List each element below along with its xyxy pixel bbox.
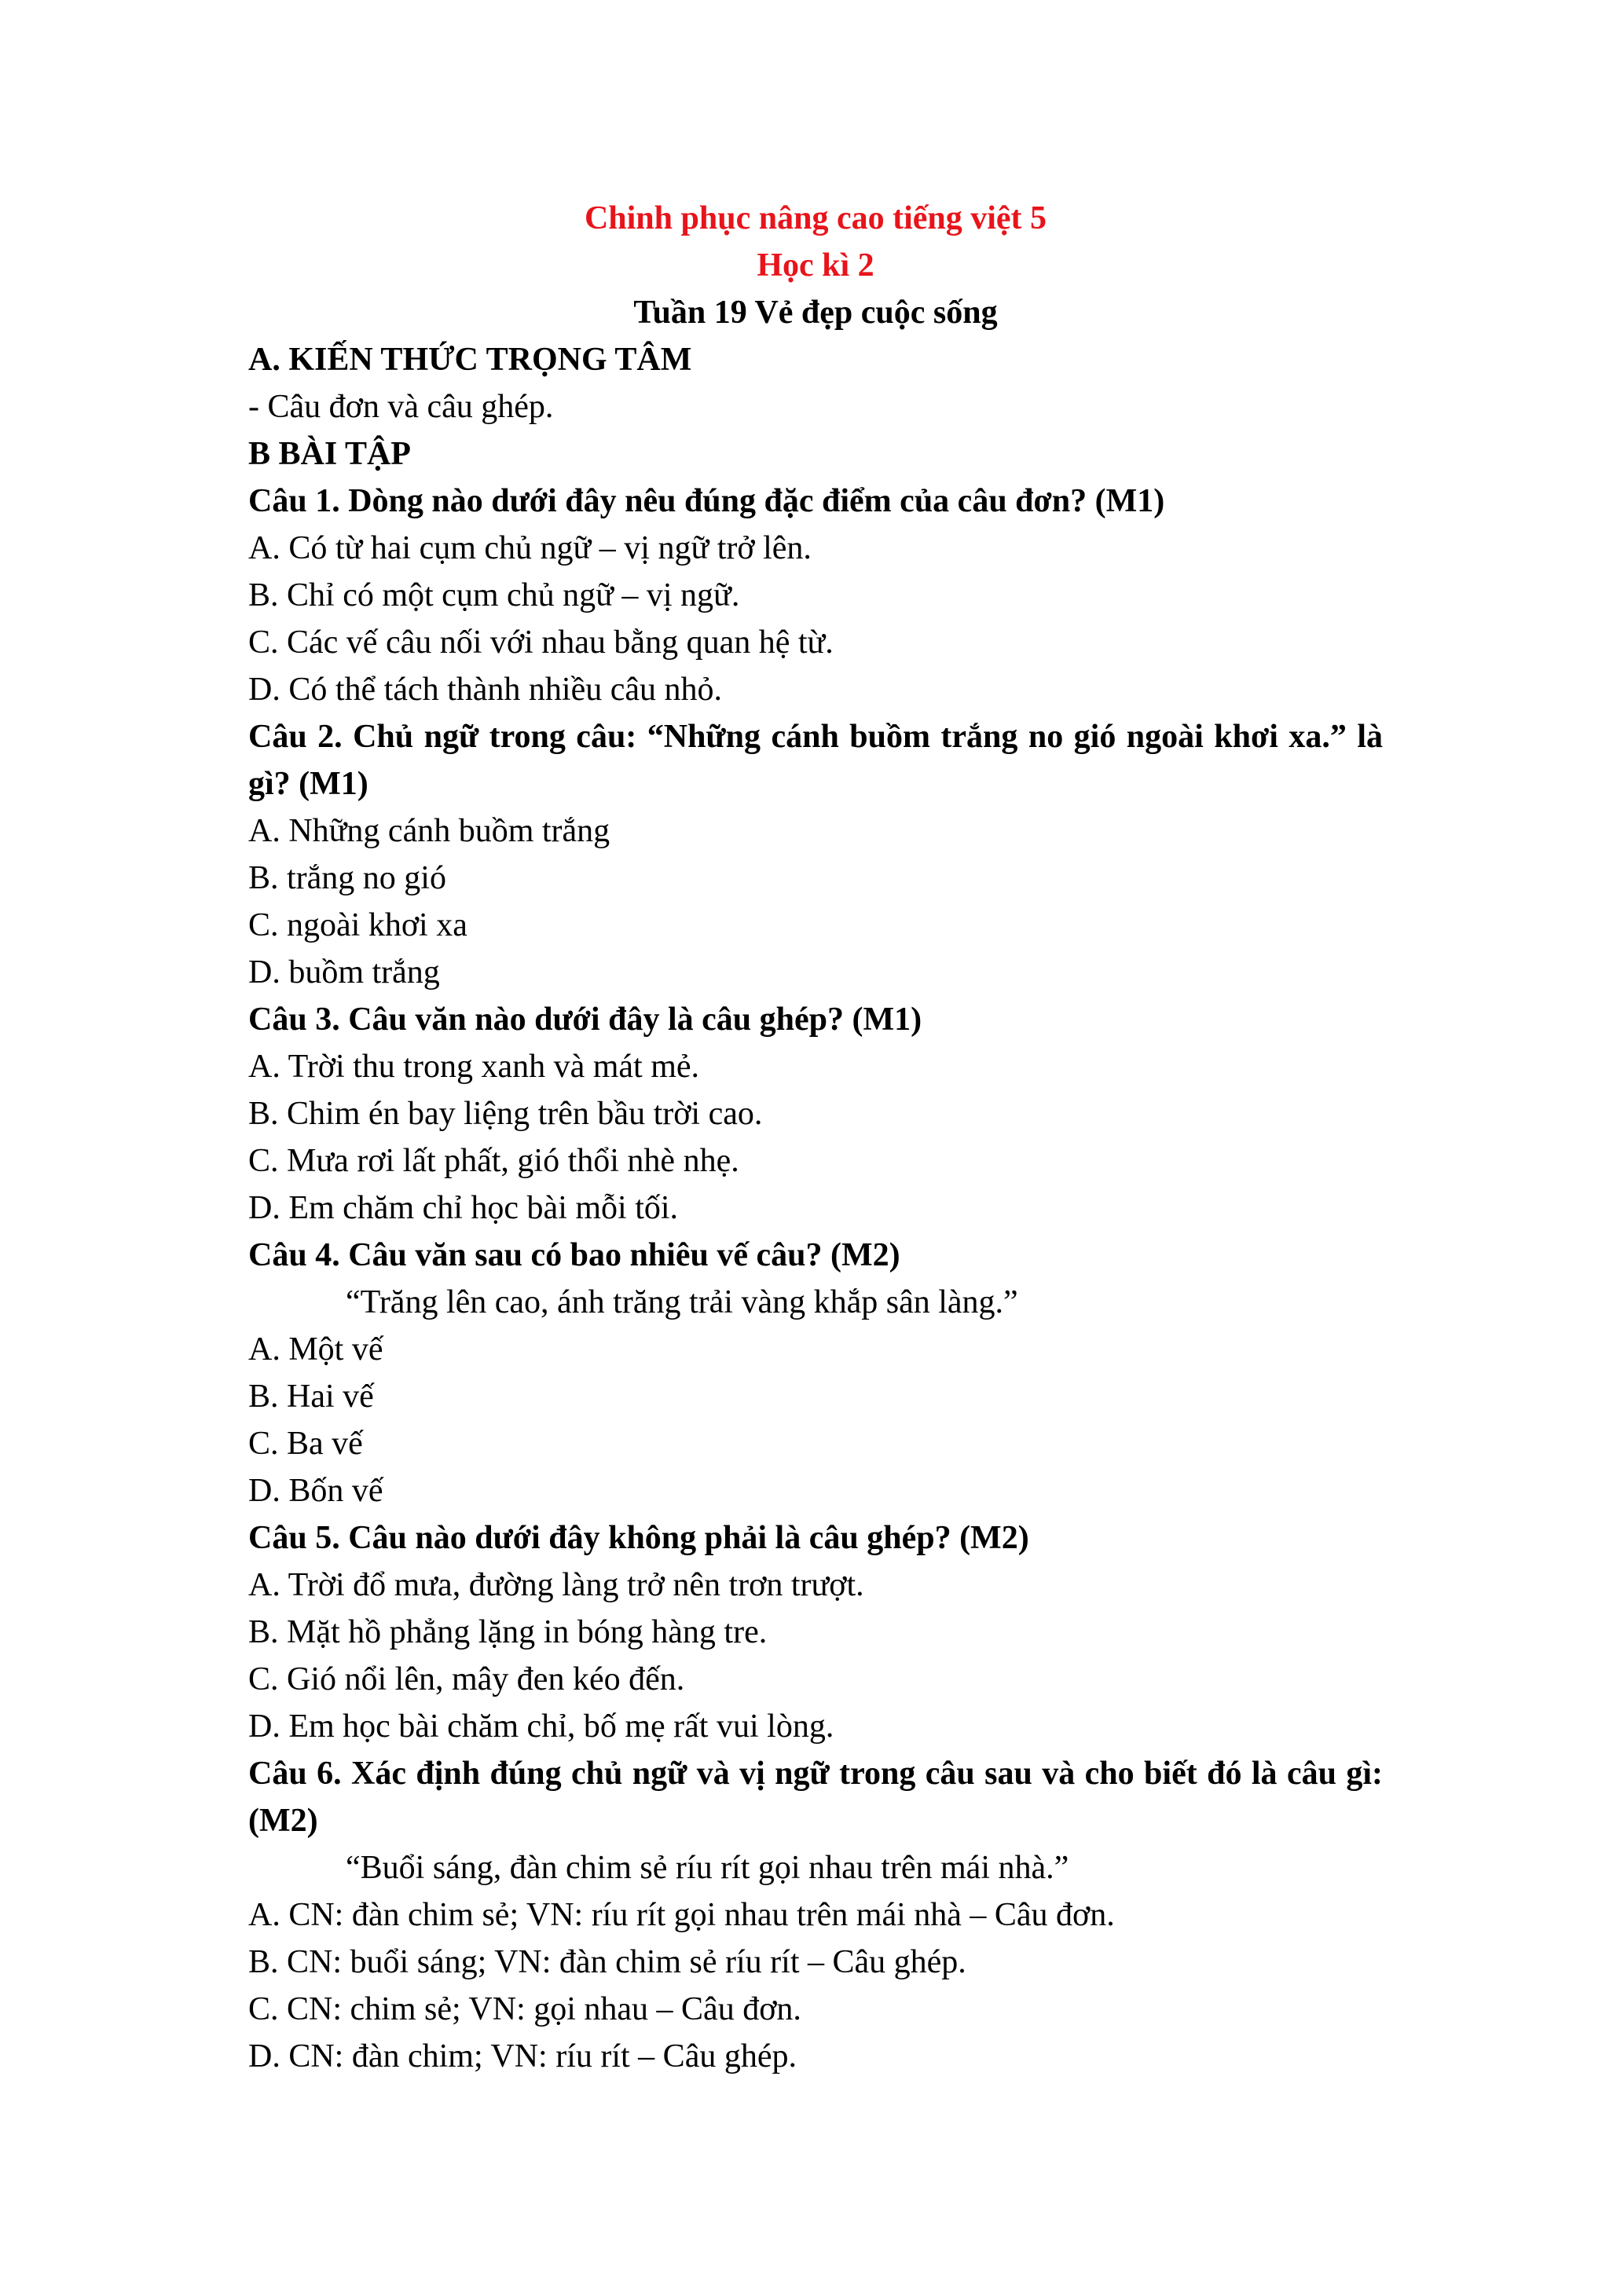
question-2 xyxy=(248,713,1383,996)
option-b: B. trắng no gió xyxy=(248,860,446,896)
option-d: D. Bốn vế xyxy=(248,1473,383,1509)
option-c: C. Gió nổi lên, mây đen kéo đến. xyxy=(248,1661,685,1697)
question-text: Câu 4. Câu văn sau có bao nhiêu vế câu? (M2) xyxy=(248,1237,900,1273)
option-c: C. Các vế câu nối với nhau bằng quan hệ từ. xyxy=(248,624,834,661)
section-a-item: - Câu đơn và câu ghép. xyxy=(248,389,554,425)
term-title: Học kì 2 xyxy=(757,247,874,284)
option-a: A. Những cánh buồm trắng xyxy=(248,813,610,849)
document-page xyxy=(248,195,1383,2080)
option-d: D. Em học bài chăm chỉ, bố mẹ rất vui lòng. xyxy=(248,1708,834,1745)
question-4 xyxy=(248,1232,1383,1514)
option-a: A. Một vế xyxy=(248,1331,383,1368)
option-c: C. ngoài khơi xa xyxy=(248,907,467,943)
option-b: B. Hai vế xyxy=(248,1379,374,1415)
document-title: Chinh phục nâng cao tiếng việt 5 xyxy=(584,200,1047,236)
section-b-heading: B BÀI TẬP xyxy=(248,436,411,472)
question-text: Câu 5. Câu nào dưới đây không phải là câu ghép? (M2) xyxy=(248,1520,1029,1556)
option-a: A. CN: đàn chim sẻ; VN: ríu rít gọi nhau trên mái nhà – Câu đơn. xyxy=(248,1897,1115,1933)
week-title: Tuần 19 Vẻ đẹp cuộc sống xyxy=(633,295,998,331)
option-c: C. Mưa rơi lất phất, gió thổi nhè nhẹ. xyxy=(248,1143,739,1179)
question-quote: “Trăng lên cao, ánh trăng trải vàng khắp sân làng.” xyxy=(346,1284,1018,1320)
option-c: C. CN: chim sẻ; VN: gọi nhau – Câu đơn. xyxy=(248,1991,801,2027)
option-c: C. Ba vế xyxy=(248,1426,363,1462)
question-quote: “Buổi sáng, đàn chim sẻ ríu rít gọi nhau trên mái nhà.” xyxy=(346,1850,1069,1886)
section-a-heading: A. KIẾN THỨC TRỌNG TÂM xyxy=(248,342,692,378)
question-text: Câu 6. Xác định đúng chủ ngữ và vị ngữ trong câu sau và cho biết đó là câu gì: (M2) xyxy=(248,1756,1383,1839)
option-a: A. Trời đổ mưa, đường làng trở nên trơn trượt. xyxy=(248,1567,864,1603)
question-text: Câu 1. Dòng nào dưới đây nêu đúng đặc điểm của câu đơn? (M1) xyxy=(248,483,1165,519)
question-1 xyxy=(248,478,1383,713)
question-3 xyxy=(248,996,1383,1232)
question-5 xyxy=(248,1514,1383,1750)
option-a: A. Có từ hai cụm chủ ngữ – vị ngữ trở lên. xyxy=(248,530,812,566)
question-text: Câu 2. Chủ ngữ trong câu: “Những cánh buồm trắng no gió ngoài khơi xa.” là gì? (M1) xyxy=(248,719,1383,802)
option-b: B. Chỉ có một cụm chủ ngữ – vị ngữ. xyxy=(248,577,740,613)
option-b: B. Mặt hồ phẳng lặng in bóng hàng tre. xyxy=(248,1614,768,1650)
option-b: B. Chim én bay liệng trên bầu trời cao. xyxy=(248,1096,763,1132)
option-d: D. Em chăm chỉ học bài mỗi tối. xyxy=(248,1190,679,1226)
option-d: D. CN: đàn chim; VN: ríu rít – Câu ghép. xyxy=(248,2038,797,2074)
question-6 xyxy=(248,1750,1383,2080)
option-d: D. Có thể tách thành nhiều câu nhỏ. xyxy=(248,672,723,708)
option-a: A. Trời thu trong xanh và mát mẻ. xyxy=(248,1049,700,1085)
option-b: B. CN: buổi sáng; VN: đàn chim sẻ ríu rít – Câu ghép. xyxy=(248,1944,966,1980)
option-d: D. buồm trắng xyxy=(248,954,440,991)
question-text: Câu 3. Câu văn nào dưới đây là câu ghép? (M1) xyxy=(248,1002,922,1038)
